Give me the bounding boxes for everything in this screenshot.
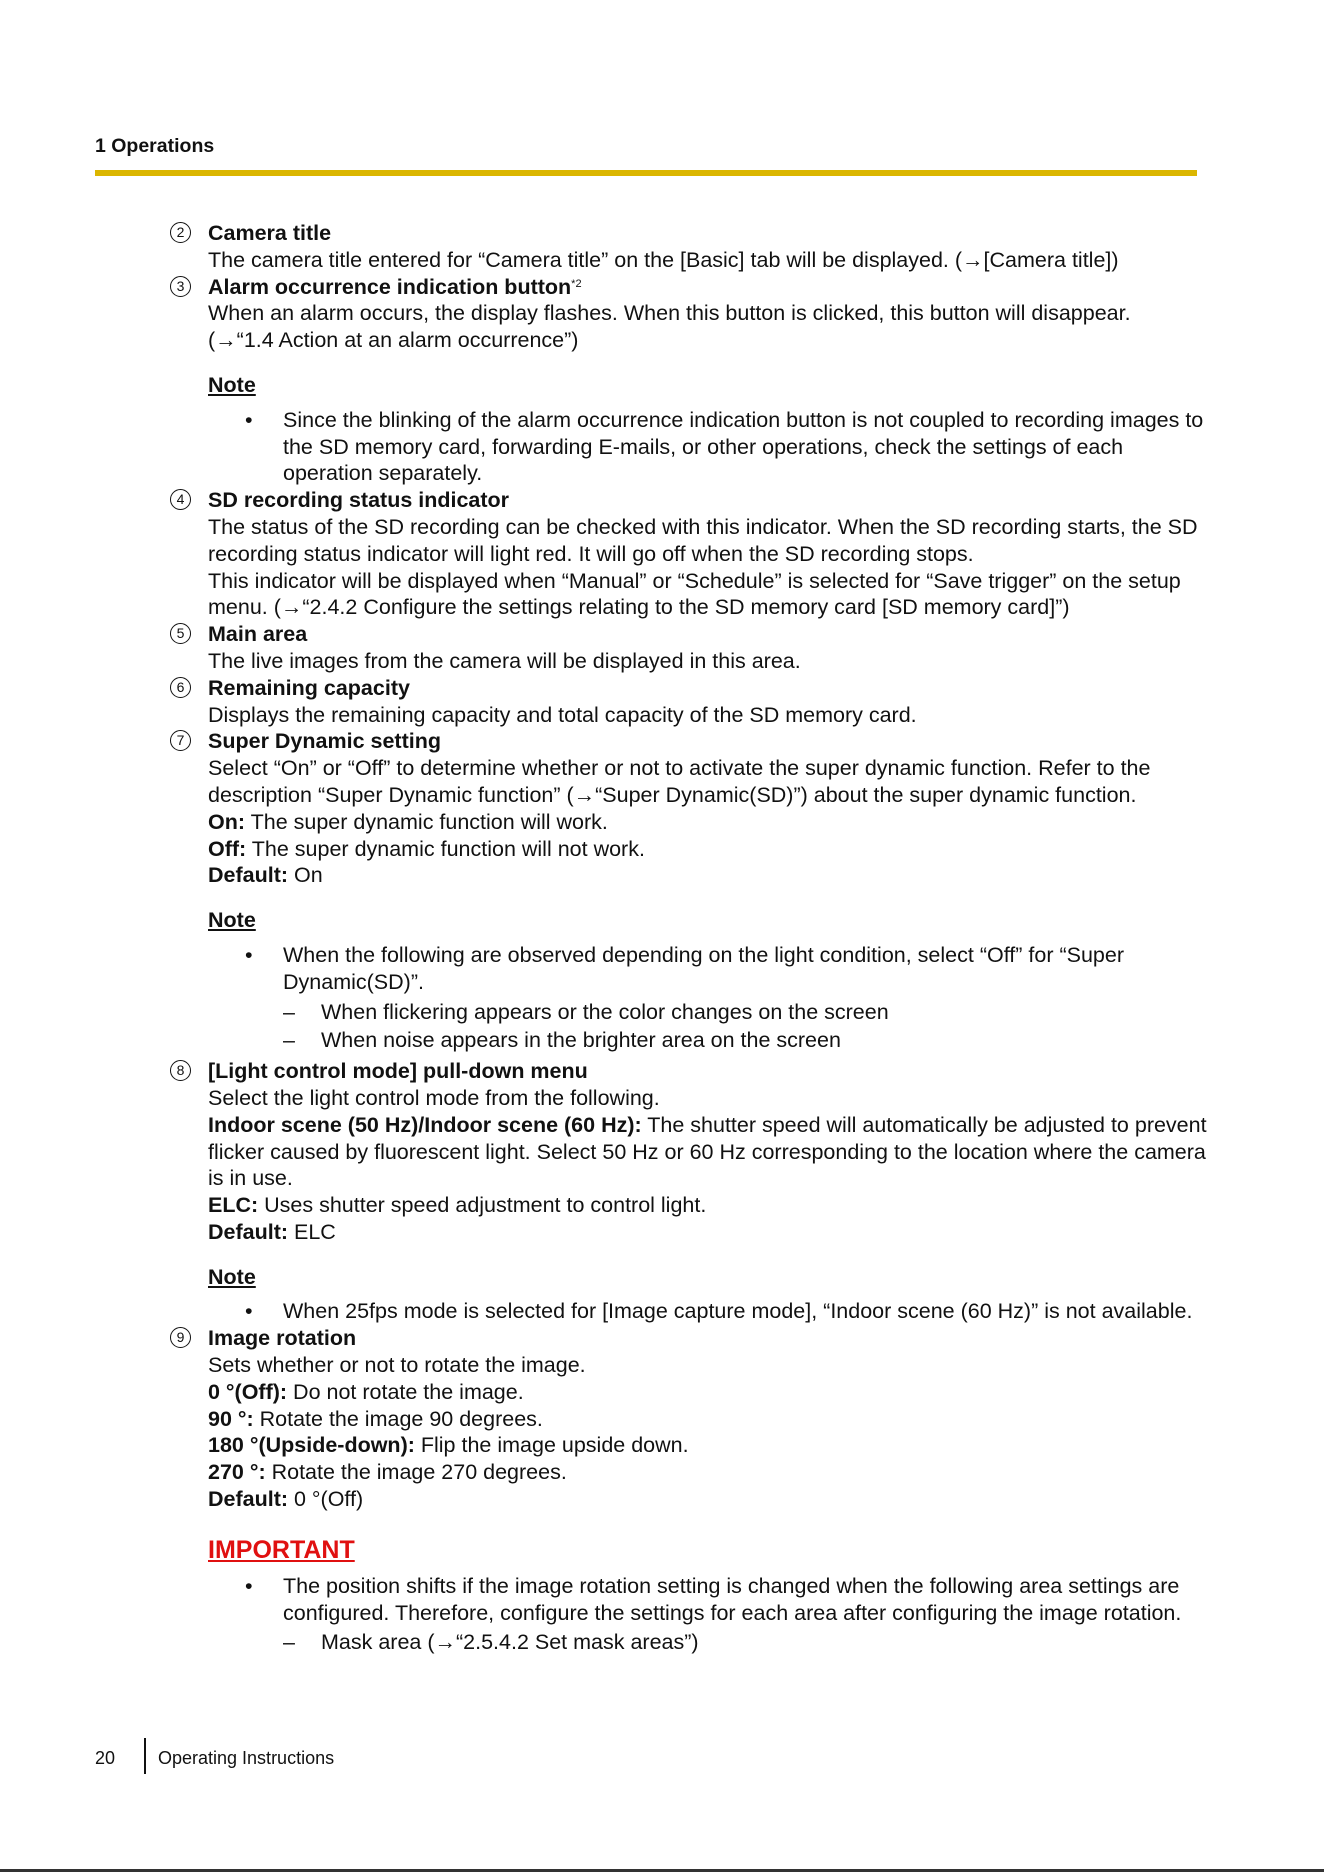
option-label: 180 °(Upside-down): (208, 1433, 415, 1458)
item-title: Main area (208, 622, 308, 647)
item-number: 9 (170, 1327, 191, 1348)
item-title: Image rotation (208, 1326, 357, 1351)
default-text: 0 °(Off) (288, 1487, 364, 1512)
option-on (208, 809, 1208, 836)
option-off (208, 836, 1208, 863)
item-number: 5 (170, 623, 191, 644)
item-number: 6 (170, 677, 191, 698)
item-text: The camera title entered for “Camera title” on the [Basic] tab will be displayed. (→[Camera title]) (208, 247, 1119, 272)
option-text: Flip the image upside down. (414, 1433, 689, 1458)
item-number: 7 (170, 730, 191, 751)
item-number: 2 (170, 222, 191, 243)
option-text: The super dynamic function will not work. (246, 836, 645, 861)
important-item (283, 1573, 1208, 1656)
note-sublist (283, 999, 1208, 1055)
option-label: 270 °: (208, 1460, 266, 1485)
option-label: 0 °(Off): (208, 1379, 288, 1404)
item-text: The status of the SD recording can be checked with this indicator. When the SD recording starts, the SD recording status indicator will light red. It will go off when the SD recording stops. (208, 514, 1198, 566)
note-list (208, 1298, 1208, 1325)
note-item: • Since the blinking of the alarm occurrence indication button is not coupled to recording images to the SD memory card, forwarding E-mails, or other operations, check the settings of each operation separately. (283, 407, 1208, 487)
option-label: 90 °: (208, 1406, 254, 1431)
item-text: Select the light control mode from the following. (208, 1085, 660, 1110)
important-heading: IMPORTANT (208, 1535, 355, 1564)
default-text: ELC (288, 1219, 336, 1244)
item-text: This indicator will be displayed when “Manual” or “Schedule” is selected for “Save trigger” on the setup menu. (→“2.4.2 Configure the settings relating to the SD memory card [SD memory card]”) (208, 568, 1181, 620)
item-text: The live images from the camera will be displayed in this area. (208, 648, 801, 673)
footer-title: Operating Instructions (158, 1748, 335, 1768)
option-text: Rotate the image 270 degrees. (265, 1460, 567, 1485)
option-text: Do not rotate the image. (287, 1379, 524, 1404)
option-270 (208, 1459, 1208, 1486)
option-label: Off: (208, 836, 247, 861)
header-rule (95, 170, 1197, 176)
default-label: Default: (208, 1487, 289, 1512)
option-label: ELC: (208, 1193, 259, 1218)
note-item: • When 25fps mode is selected for [Image capture mode], “Indoor scene (60 Hz)” is not available. (283, 1298, 1208, 1325)
footnote-mark: *2 (571, 277, 582, 290)
default-label: Default: (208, 863, 289, 888)
main-content (176, 220, 1208, 1658)
item-light-control (176, 1058, 1208, 1325)
item-number: 3 (170, 276, 191, 297)
item-text: Sets whether or not to rotate the image. (208, 1353, 586, 1378)
important-text: The position shifts if the image rotation setting is changed when the following area settings are configured. Therefore, configure the settings for each area after configuring the image rotation. (283, 1573, 1182, 1625)
option-indoor (208, 1112, 1208, 1192)
item-super-dynamic (176, 728, 1208, 1054)
item-text: Select “On” or “Off” to determine whether or not to activate the super dynamic function. Refer to the description “Super Dynamic function” (→“Super Dynamic(SD)”) about the super dynamic function. (208, 756, 1151, 807)
important-subitem: – Mask area (→“2.5.4.2 Set mask areas”) (321, 1629, 1208, 1656)
option-90 (208, 1406, 1208, 1433)
section-header: 1 Operations (95, 135, 215, 157)
note-list (208, 942, 1208, 1054)
item-title-text: Alarm occurrence indication button (208, 274, 572, 299)
important-list (208, 1573, 1208, 1656)
default-value (208, 1486, 1208, 1513)
item-text: When an alarm occurs, the display flashes. When this button is clicked, this button will disappear. (208, 301, 1131, 326)
default-label: Default: (208, 1219, 289, 1244)
note-heading: Note (208, 372, 256, 397)
item-alarm-button (176, 274, 1208, 488)
option-label: Indoor scene (50 Hz)/Indoor scene (60 Hz): (208, 1112, 642, 1137)
default-value (208, 862, 1208, 889)
note-subitem: – When noise appears in the brighter area on the screen (321, 1027, 1208, 1054)
item-title: SD recording status indicator (208, 488, 510, 513)
option-label: On: (208, 809, 246, 834)
item-camera-title (176, 220, 1208, 274)
option-0 (208, 1379, 1208, 1406)
item-number: 8 (170, 1060, 191, 1081)
note-heading: Note (208, 1264, 256, 1289)
note-text: When the following are observed depending on the light condition, select “Off” for “Super Dynamic(SD)”. (283, 942, 1124, 994)
note-list (208, 407, 1208, 487)
option-180 (208, 1432, 1208, 1459)
note-item (283, 942, 1208, 1054)
footer-divider (144, 1738, 146, 1774)
option-text: The shutter speed will automatically be adjusted to prevent flicker caused by fluorescent light. Select 50 Hz or 60 Hz corresponding to the location where the camera is in use. (208, 1112, 1207, 1191)
item-image-rotation (176, 1325, 1208, 1656)
item-title: Remaining capacity (208, 675, 410, 700)
option-text: Rotate the image 90 degrees. (253, 1406, 543, 1431)
item-title: Super Dynamic setting (208, 729, 441, 754)
page-number: 20 (95, 1748, 116, 1768)
default-text: On (288, 863, 323, 888)
item-title (208, 274, 1208, 301)
option-text: The super dynamic function will work. (245, 809, 608, 834)
default-value (208, 1219, 1208, 1246)
option-elc (208, 1192, 1208, 1219)
item-main-area (176, 621, 1208, 675)
item-title: Camera title (208, 221, 332, 245)
option-text: Uses shutter speed adjustment to control light. (258, 1193, 707, 1218)
note-subitem: – When flickering appears or the color changes on the screen (321, 999, 1208, 1026)
important-sublist (283, 1629, 1208, 1656)
item-text: Displays the remaining capacity and total capacity of the SD memory card. (208, 702, 917, 727)
item-title: [Light control mode] pull-down menu (208, 1059, 588, 1084)
item-number: 4 (170, 489, 191, 510)
note-heading: Note (208, 908, 256, 933)
item-sd-status (176, 487, 1208, 621)
item-text: (→“1.4 Action at an alarm occurrence”) (208, 328, 579, 353)
item-remaining-capacity (176, 675, 1208, 729)
